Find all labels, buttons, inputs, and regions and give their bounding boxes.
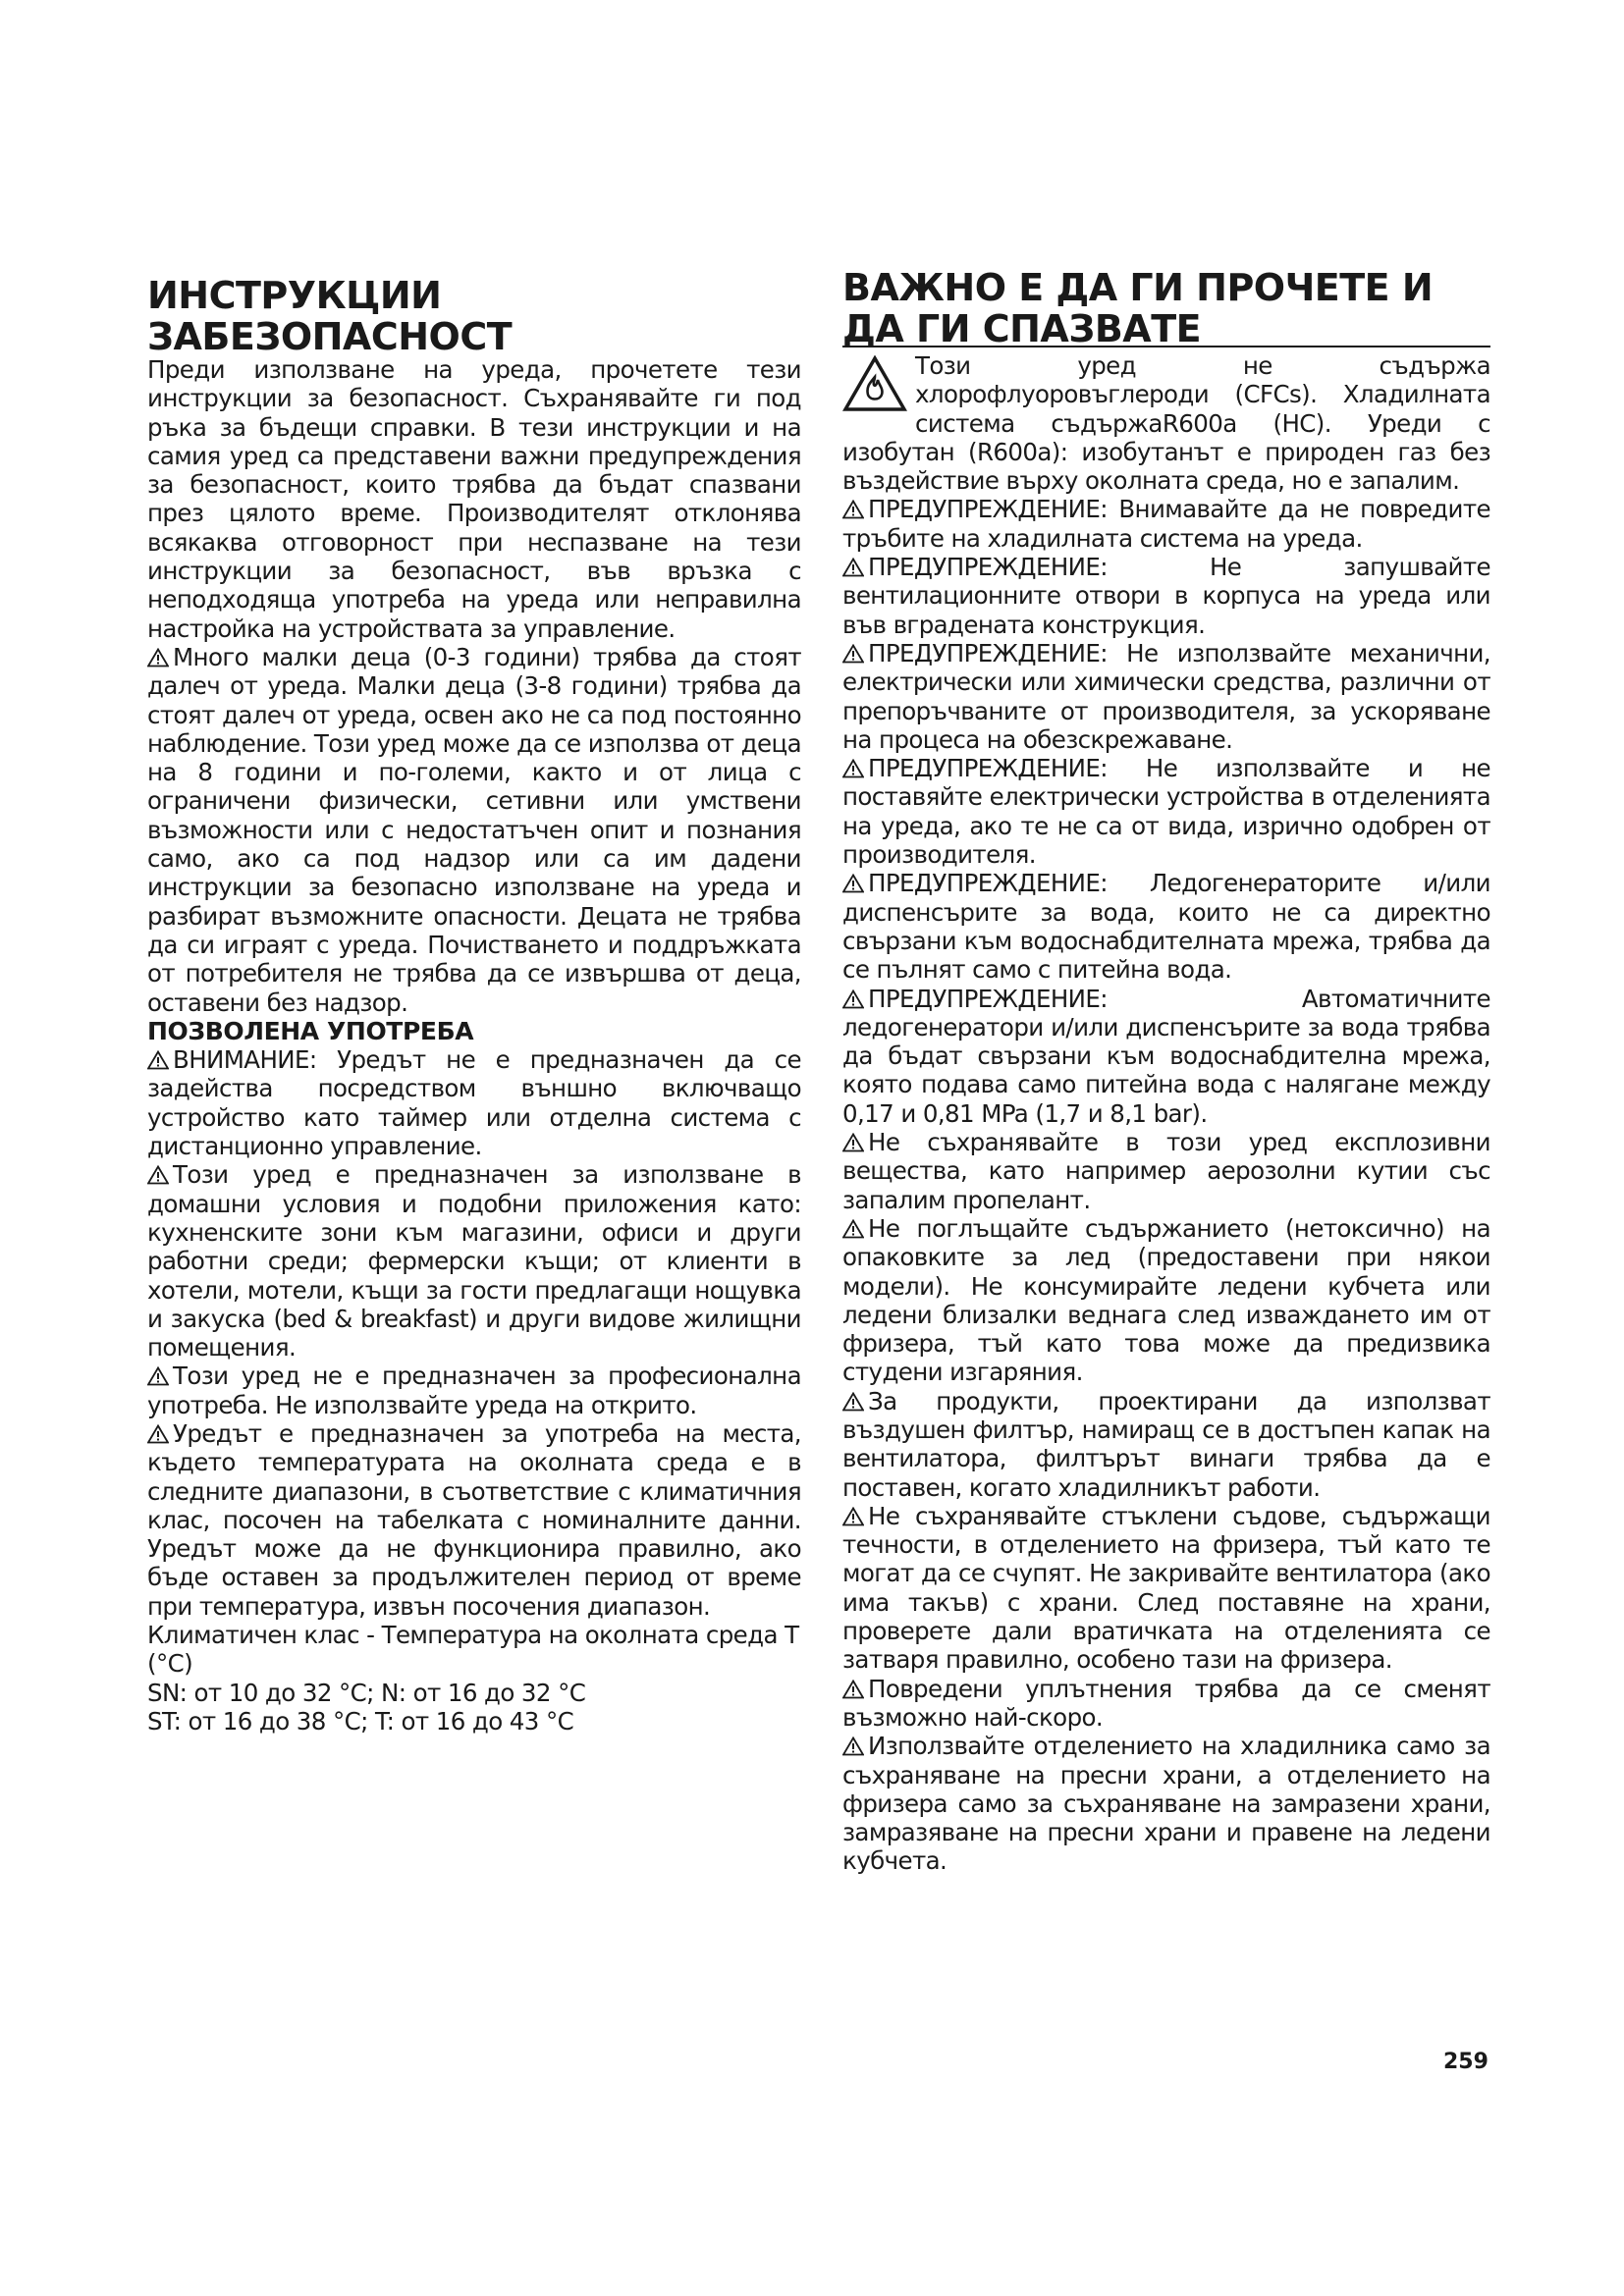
children-paragraph [147,643,801,1017]
warning-text: ПРЕДУПРЕЖДЕНИЕ: Автоматичните ледогенератори и/или диспенсърите за вода трябва да бъдат свързани към водоснабдителна мрежа, която подава само питейна вода с налягане между 0,17 и 0,81 MPa (1,7 и 8,1 bar). [842,984,1490,1128]
warning-paragraph [842,1387,1490,1502]
attention-paragraph [147,1045,801,1160]
professional-use-text: Този уред не е предназначен за професионална употреба. Не използвайте уреда на открито. [147,1362,801,1419]
warning-icon [147,1050,169,1070]
warning-text: Използвайте отделението на хладилника само за съхраняване на пресни храни, а отделението на фризера само за съхраняване на замразени храни, замразяване на пресни храни и правене на ледени кубчета. [842,1732,1490,1876]
important-read-title: ВАЖНО Е ДА ГИ ПРОЧЕТЕ И ДА ГИ СПАЗВАТЕ [842,267,1490,347]
warning-paragraph [842,495,1490,553]
warning-icon [842,1507,864,1526]
left-column [147,267,801,1735]
intro-paragraph: Преди използване на уреда, прочетете тези инструкции за безопасност. Съхранявайте ги под ръка за бъдещи справки. В тези инструкции и на самия уред са представени важни предупреждения за безопасност, които трябва да бъдат спазвани през цялото време. Производителят отклонява всякаква отговорност при неспазване на тези инструкции за безопасност, във връзка с неподходяща употреба на уреда или неправилна настройка на устройствата за управление. [147,355,801,643]
warning-text: ПРЕДУПРЕЖДЕНИЕ: Ледогенераторите и/или диспенсърите за вода, които не са директно свързани към водоснабдителната мрежа, трябва да се пълнят само с питейна вода. [842,869,1490,985]
warning-text: Не съхранявайте стъклени съдове, съдържащи течности, в отделението на фризера, тъй като те могат да се счупят. Не закривайте вентилатора (ако има такъв) с храни. След поставяне на храни, проверете дали вратичката на отделенията се затваря правилно, особено тази на фризера. [842,1501,1490,1675]
warning-icon [842,1219,864,1239]
warning-paragraph [842,1732,1490,1875]
warning-icon [147,648,169,667]
warning-paragraph [842,754,1490,869]
warning-icon [842,1133,864,1152]
right-column [842,267,1490,1876]
warning-text: Не съхранявайте в този уред експлозивни вещества, като например аерозолни кутии със запалим пропелант. [842,1128,1490,1214]
temperature-paragraph [147,1419,801,1621]
warning-text: За продукти, проектирани да използват въздушен филтър, намиращ се в достъпен капак на вентилатора, филтърът винаги трябва да е поставен, когато хладилникът работи. [842,1386,1490,1502]
attention-text: ВНИМАНИЕ: Уредът не е предназначен да се задейства посредством външно включващо устройство като таймер или отделна система с дистанционно управление. [147,1045,801,1161]
warning-paragraph [842,869,1490,984]
domestic-use-paragraph [147,1160,801,1362]
warning-text: ПРЕДУПРЕЖДЕНИЕ: Внимавайте да не повредите тръбите на хладилната система на уреда. [842,495,1490,553]
warning-icon [842,558,864,577]
warning-text: ПРЕДУПРЕЖДЕНИЕ: Не използвайте механични, електрически или химически средства, различни от препоръчваните от производителя, за ускоряване на процеса на обезскрежаване. [842,638,1490,754]
page-number: 259 [1443,2050,1489,2074]
warning-icon [147,1366,169,1386]
warning-paragraph [842,1128,1490,1214]
safety-instructions-title: ИНСТРУКЦИИ ЗАБЕЗОПАСНОСТ [147,274,513,358]
climate-class-row: SN: от 10 до 32 °C; N: от 16 до 32 °C [147,1678,586,1707]
climate-class-row: ST: от 16 до 38 °C; T: от 16 до 43 °C [147,1706,574,1735]
warning-text: Не поглъщайте съдържанието (нетоксично) на опаковките за лед (предоставени при някои модели). Не консумирайте ледени кубчета или ледени близалки веднага след изваждането им от фризера, тъй като това може да предизвика студени изгаряния. [842,1213,1490,1387]
warning-icon [147,1165,169,1185]
professional-use-paragraph [147,1362,801,1419]
warning-paragraph [842,553,1490,639]
warning-text: ПРЕДУПРЕЖДЕНИЕ: Не използвайте и не поставяйте електрически устройства в отделенията на уреда, ако те не са от вида, изрично одобрен от производителя. [842,754,1490,870]
warning-paragraph [842,1675,1490,1733]
right-body [842,351,1490,1876]
warning-icon [147,1424,169,1444]
warning-icon [842,644,864,664]
climate-class-header: Климатичен клас - Температура на околната среда T (°C) [147,1621,799,1679]
warning-paragraph [842,985,1490,1128]
warning-icon [842,1680,864,1699]
refrigerant-paragraph [842,351,1490,495]
refrigerant-text: Този уред не съдържа хлорофлуоровъглероди (CFCs). Хладилната система съдържаR600a (HC). Уреди с изобутан (R600a): изобутанът е природен газ без въздействие върху околната среда, но е запалим. [842,351,1490,496]
warning-icon [842,500,864,519]
warning-icon [842,759,864,778]
warning-paragraph [842,1214,1490,1387]
temperature-text: Уредът е предназначен за употреба на места, където температурата на околната среда е в следните диапазони, в съответствие с климатичния клас, посочен на табелката с номиналните данни. Уредът може да не функционира правилно, ако бъде оставен за продължителен период от време при температура, извън посочения диапазон. [147,1418,801,1621]
permitted-use-heading: ПОЗВОЛЕНА УПОТРЕБА [147,1016,474,1045]
warning-text: ПРЕДУПРЕЖДЕНИЕ: Не запушвайте вентилационните отвори в корпуса на уреда или във вградената конструкция. [842,553,1490,639]
warning-icon [842,1736,864,1756]
domestic-use-text: Този уред е предназначен за използване в домашни условия и подобни приложения като: кухненските зони към магазини, офиси и други работни среди; фермерски къщи; от клиенти в хотели, мотели, къщи за гости предлагащи нощувка и закуска (bed & breakfast) и други видове жилищни помещения. [147,1160,801,1362]
children-text: Много малки деца (0-3 години) трябва да стоят далеч от уреда. Малки деца (3-8 години) трябва да стоят далеч от уреда, освен ако не са под постоянно наблюдение. Този уред може да се използва от деца на 8 години и по-големи, както и от лица с ограничени физически, сетивни или умствени възможности или с недостатъчен опит и познания само, ако са под надзор или са им дадени инструкции за безопасно използване на уреда и разбират възможните опасности. Децата не трябва да си играят с уреда. Почистването и поддръжката от потребителя не трябва да се извършва от деца, оставени без надзор. [147,642,801,1017]
left-body [147,355,801,1735]
warning-icon [842,989,864,1009]
warning-icon [842,874,864,893]
warning-icon [842,1392,864,1412]
warning-paragraph [842,639,1490,754]
flammable-warning-icon [842,355,907,412]
warning-text: Повредени уплътнения трябва да се сменят възможно най-скоро. [842,1674,1490,1732]
warning-paragraph [842,1502,1490,1675]
